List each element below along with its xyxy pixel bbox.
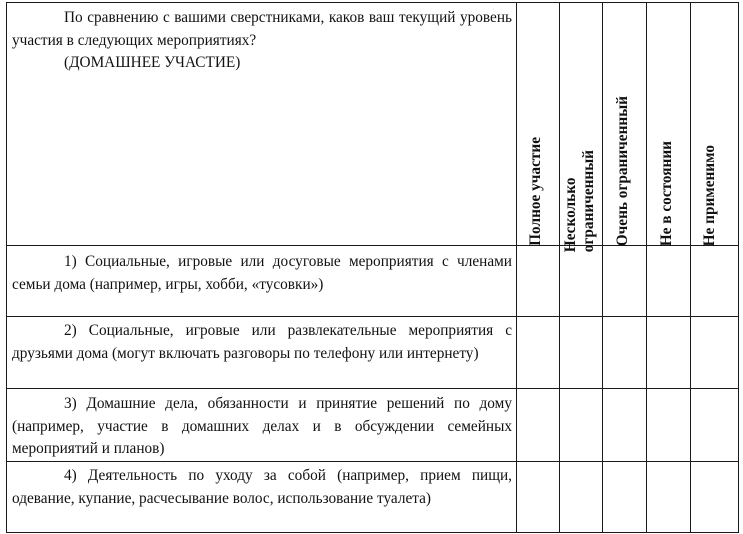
column-header-very-limited: Очень ограниченный	[614, 95, 631, 246]
answer-cell-r4-na[interactable]	[691, 462, 738, 532]
item-text-3: 3) Домашние дела, обязанности и принятие решений по дому (например, участие в домашних делах и в обсуждении семейных мероприятий и планов)	[12, 395, 512, 457]
answer-cell-r2-unable[interactable]	[647, 317, 690, 388]
answer-cell-r2-na[interactable]	[691, 317, 738, 388]
answer-cell-r4-very[interactable]	[603, 462, 646, 532]
answer-cell-r3-somewhat[interactable]	[560, 389, 602, 461]
item-text-1: 1) Социальные, игровые или досуговые мероприятия с членами семьи дома (например, игры, хобби, «тусовки»)	[12, 253, 512, 293]
answer-cell-r2-somewhat[interactable]	[560, 317, 602, 388]
table-border-left	[6, 2, 7, 533]
answer-cell-r4-full[interactable]	[517, 462, 559, 532]
question-header	[12, 7, 512, 75]
answer-cell-r1-full[interactable]	[517, 246, 559, 316]
answer-cell-r2-very[interactable]	[603, 317, 646, 388]
answer-cell-r3-unable[interactable]	[647, 389, 690, 461]
column-header-somewhat-limited-line2: ограниченный	[580, 149, 597, 252]
table-border-bottom	[6, 532, 739, 533]
answer-cell-r4-unable[interactable]	[647, 462, 690, 532]
table-border-right	[738, 2, 739, 533]
question-text: По сравнению с вашими сверстниками, каков ваш текущий уровень участия в следующих мероприятиях?	[12, 9, 512, 49]
item-text-2: 2) Социальные, игровые или развлекательные мероприятия с друзьями дома (могут включать разговоры по телефону или интернету)	[12, 322, 512, 362]
answer-cell-r1-na[interactable]	[691, 246, 738, 316]
answer-cell-r4-somewhat[interactable]	[560, 462, 602, 532]
column-header-unable: Не в состоянии	[658, 140, 675, 246]
item-text-4: 4) Деятельность по уходу за собой (например, прием пищи, одевание, купание, расчесывание волос, использование туалета)	[12, 467, 512, 507]
column-header-somewhat-limited	[562, 150, 598, 252]
column-header-full-participation: Полное участие	[527, 137, 544, 246]
answer-cell-r3-full[interactable]	[517, 389, 559, 461]
answer-cell-r1-somewhat[interactable]	[560, 246, 602, 316]
answer-cell-r1-very[interactable]	[603, 246, 646, 316]
answer-cell-r2-full[interactable]	[517, 317, 559, 388]
answer-cell-r3-very[interactable]	[603, 389, 646, 461]
table-border-top	[6, 2, 739, 3]
column-header-not-applicable: Не применимо	[701, 144, 718, 246]
answer-cell-r3-na[interactable]	[691, 389, 738, 461]
answer-cell-r1-unable[interactable]	[647, 246, 690, 316]
column-header-somewhat-limited-line1: Несколько	[562, 177, 579, 252]
question-section-label: (ДОМАШНЕЕ УЧАСТИЕ)	[64, 54, 241, 71]
